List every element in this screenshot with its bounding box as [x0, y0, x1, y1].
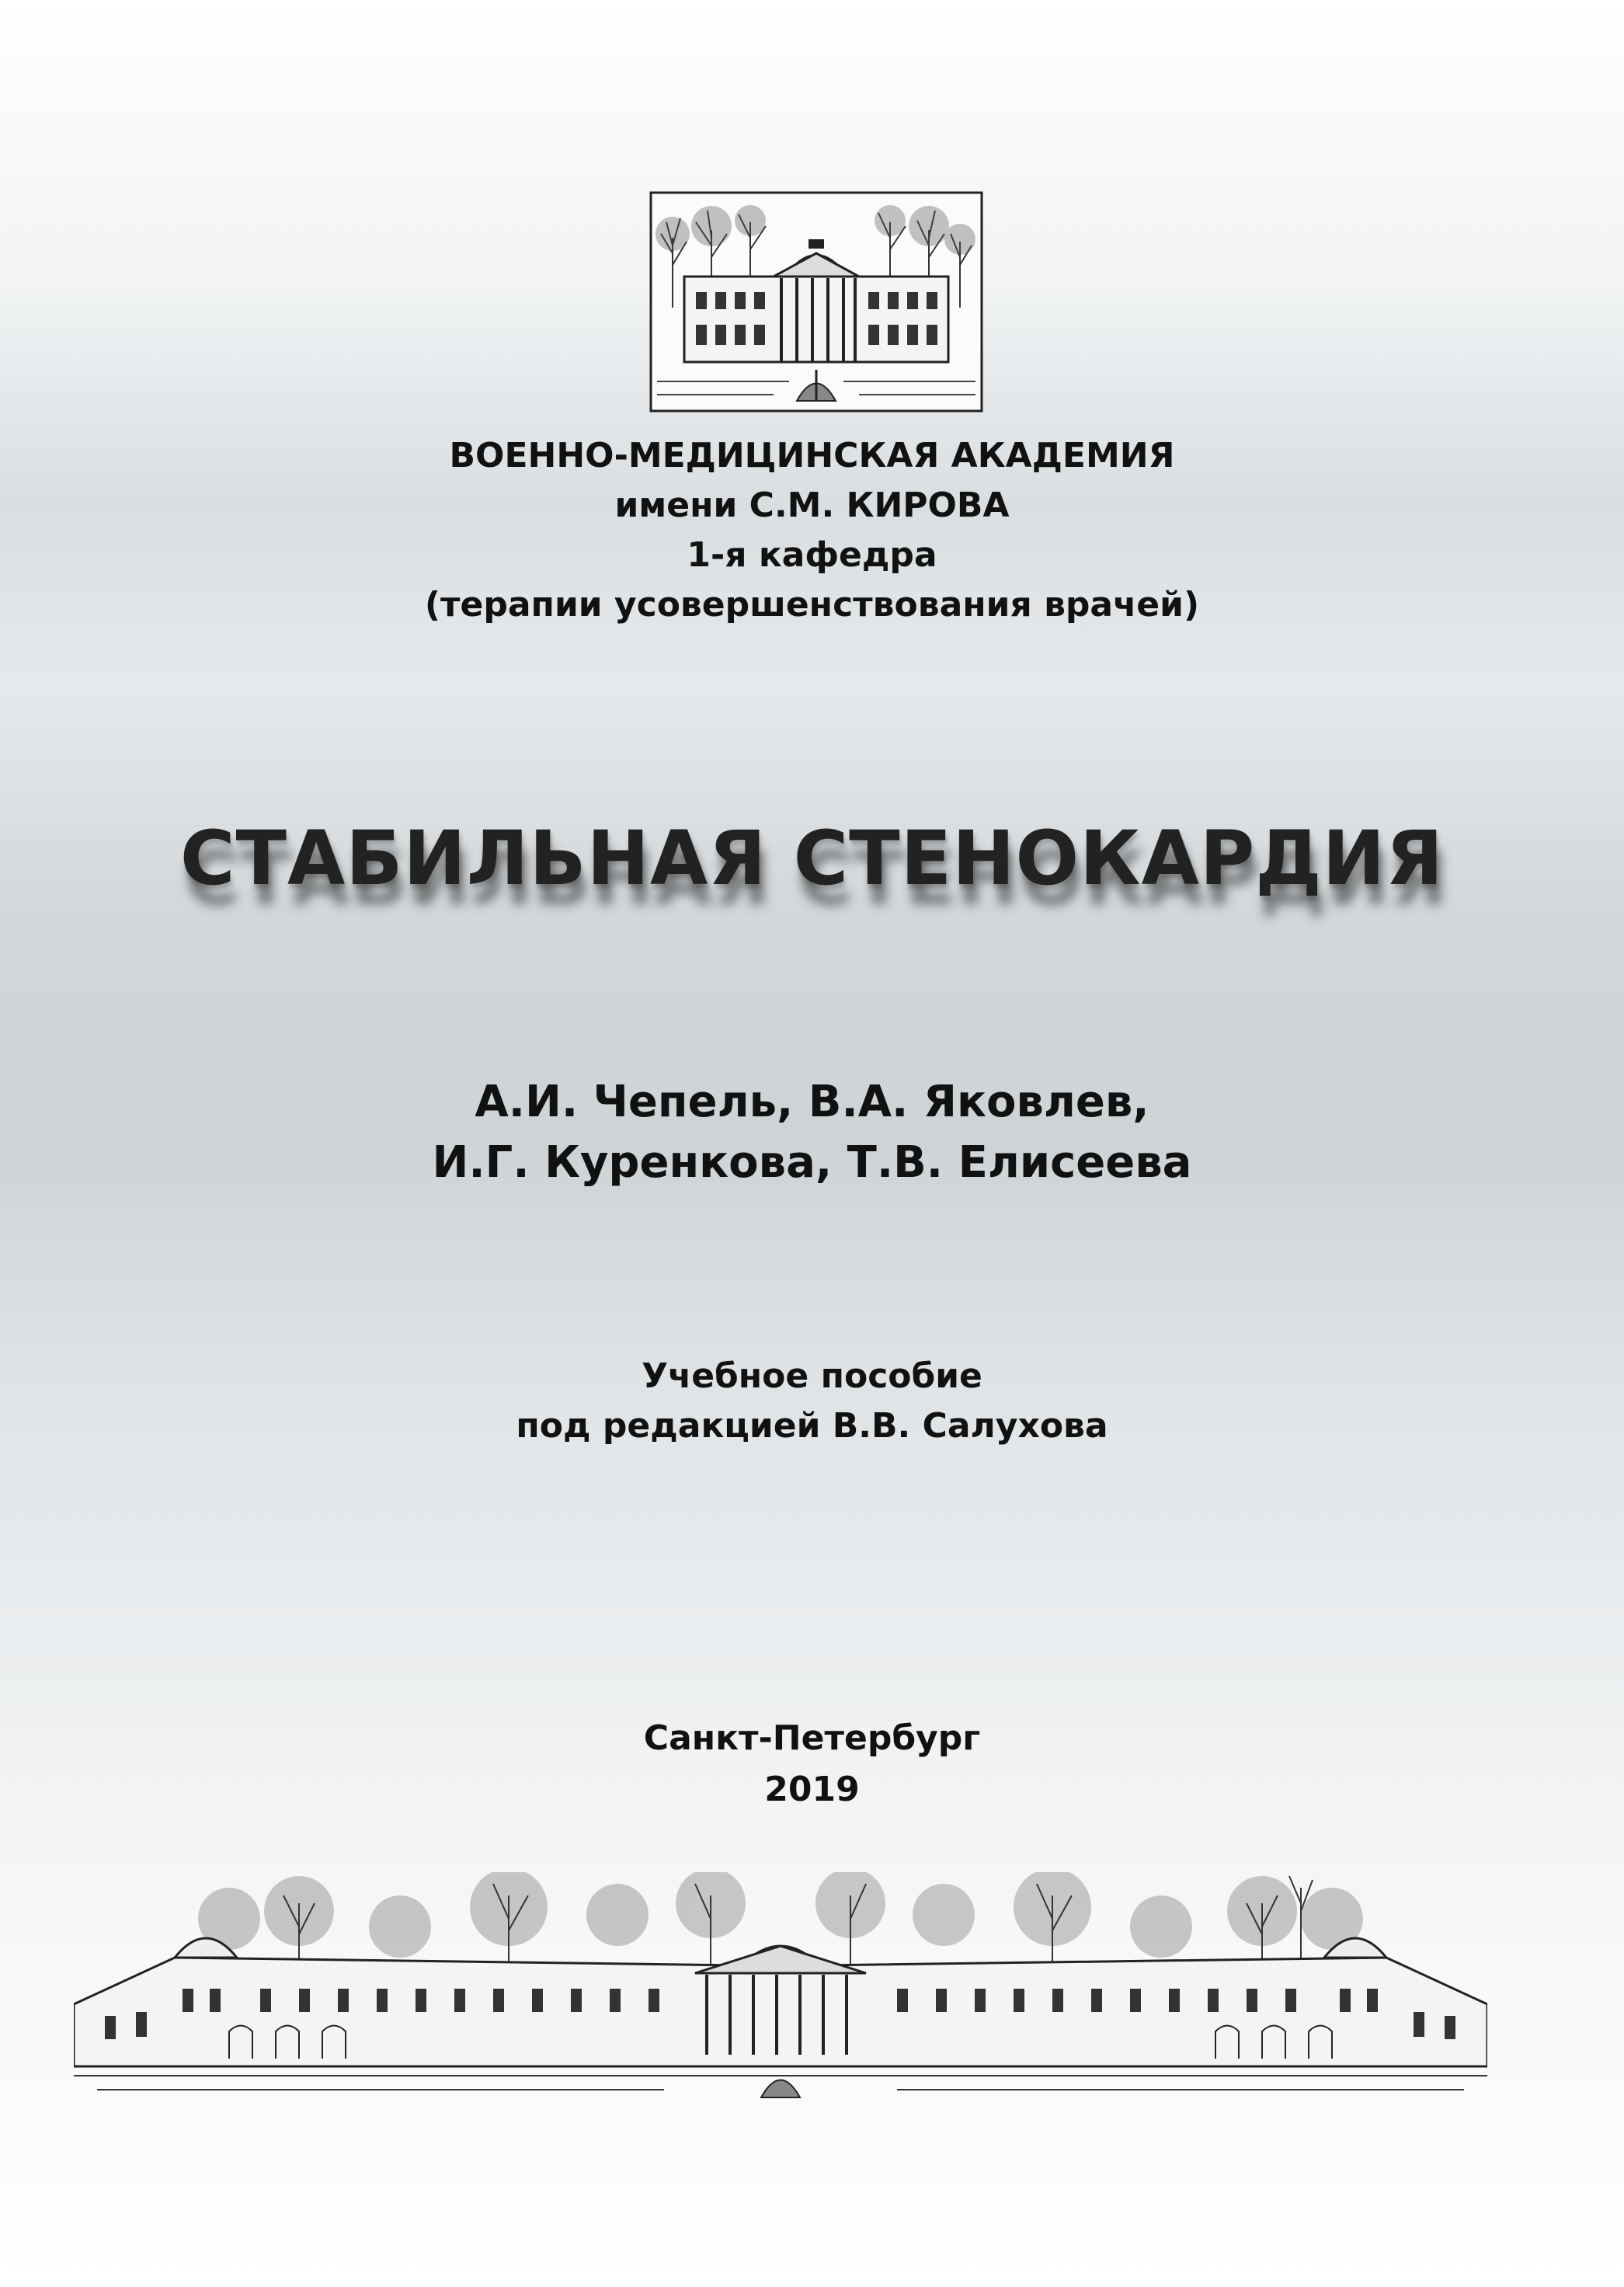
imprint-city: Санкт-Петербург [643, 1718, 981, 1758]
authors-line-2: И.Г. Куренкова, Т.В. Елисеева [432, 1137, 1192, 1188]
academy-building-engraving-icon [649, 191, 983, 412]
book-title: СТАБИЛЬНАЯ СТЕНОКАРДИЯ [180, 815, 1444, 902]
department-name: (терапии усовершенствования врачей) [424, 585, 1200, 625]
academy-panorama-engraving-icon [74, 1872, 1487, 2105]
edition-editor: под редакцией В.В. Салухова [516, 1406, 1108, 1446]
authors-line-1: А.И. Чепель, В.А. Яковлев, [475, 1077, 1149, 1127]
institution-named-after: имени С.М. КИРОВА [614, 486, 1010, 525]
imprint-block [0, 1713, 1624, 1815]
authors-block [0, 1072, 1624, 1193]
imprint-year: 2019 [764, 1770, 860, 1809]
edition-block [0, 1352, 1624, 1451]
institution-name: ВОЕННО-МЕДИЦИНСКАЯ АКАДЕМИЯ [449, 436, 1175, 475]
edition-type: Учебное пособие [642, 1356, 982, 1396]
department-number: 1-я кафедра [687, 535, 937, 575]
institution-block [0, 431, 1624, 630]
